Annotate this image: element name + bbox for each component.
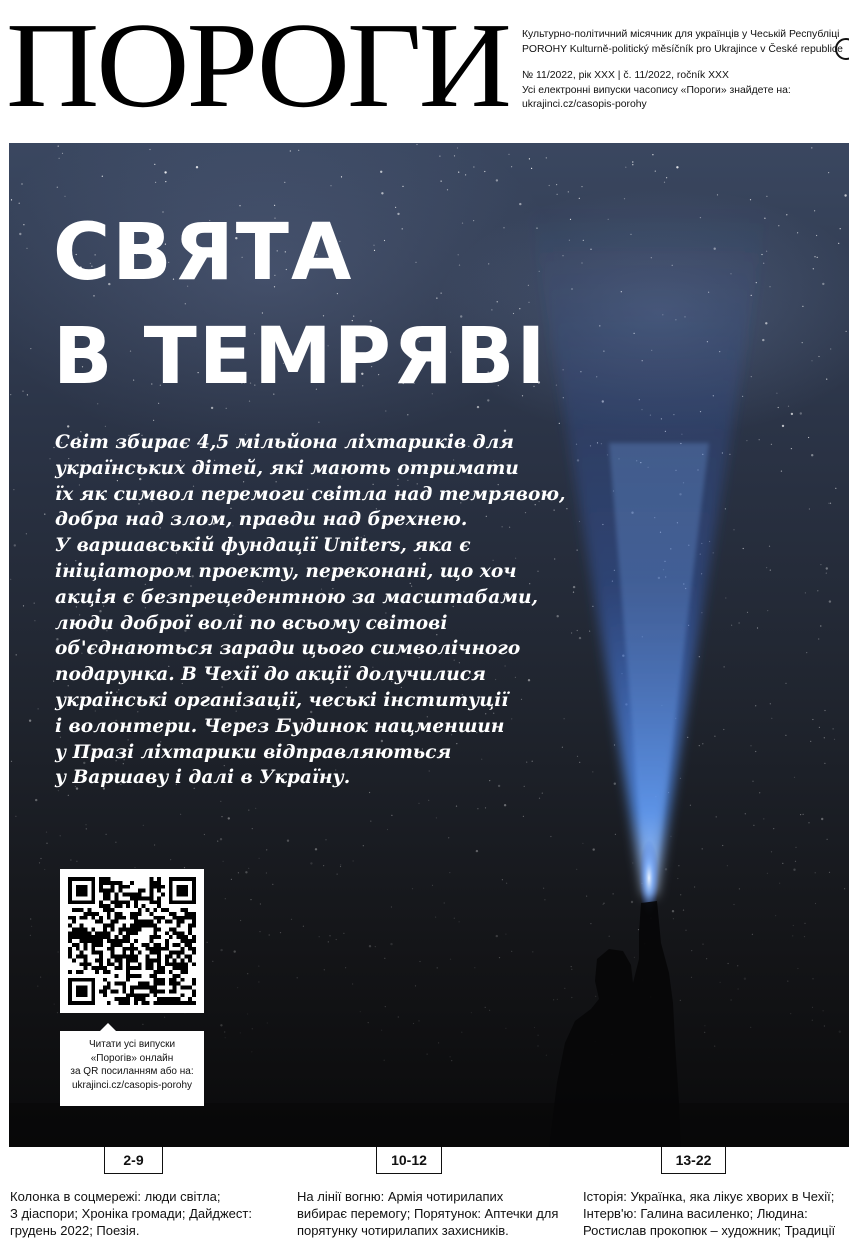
section-summary [583, 1188, 849, 1239]
summary-line: Історія: Українка, яка лікує хворих в Чехії; [583, 1189, 835, 1204]
issue-number: № 11/2022, рік XXX | č. 11/2022, ročník XXX [522, 70, 729, 81]
lead-line: Світ збирає 4,5 мільйона ліхтариків для [55, 432, 514, 453]
section-summary [10, 1188, 280, 1239]
lead-line: подарунка. В Чехії до акції долучилися [55, 664, 486, 686]
summary-line: Інтерв'ю: Галина василенко; Людина: [583, 1206, 808, 1221]
cover-headline [53, 201, 613, 409]
qr-caption-line: «Порогів» онлайн [90, 1052, 174, 1064]
qr-code-icon [68, 877, 196, 1005]
lead-line: акція є безпрецедентною за масштабами, [55, 586, 538, 608]
logo: ПОРОГИ [6, 0, 509, 133]
qr-caption-url[interactable]: ukrajinci.cz/casopis-porohy [71, 1079, 193, 1091]
page-range-badge: 2-9 [104, 1147, 163, 1174]
lead-line: у Празі ліхтарики відправляються [55, 741, 452, 763]
cover-photo [9, 143, 849, 1147]
tagline-cz: POROHY Kulturně-politický měsíčník pro Ukrajince v České republice [522, 43, 843, 55]
summary-line: З діаспори; Хроніка громади; Дайджест: [10, 1206, 252, 1221]
lead-line: у Варшаву і далі в Україну. [55, 767, 351, 789]
lead-line: люди доброї волі по всьому світові [55, 612, 448, 634]
masthead [0, 0, 849, 140]
globe-icon [835, 38, 849, 60]
qr-caption-line: за QR посиланням або на: [70, 1066, 194, 1077]
summary-line: порятунку чотирилапих захисників. [297, 1223, 509, 1238]
lead-line: об'єднаються заради цього символічного [55, 638, 521, 660]
lead-line: і волонтери. Через Будинок нацменшин [55, 715, 505, 737]
summary-line: Ростислав прокопюк – художник; Традиції [583, 1223, 836, 1238]
summary-line: грудень 2022; Поезія. [10, 1223, 140, 1238]
cover-lead [55, 430, 566, 791]
qr-caption-line: Читати усі випуски [88, 1039, 176, 1050]
lead-line: У варшавській фундації Uniters, яка є [55, 535, 471, 557]
lead-line: українських дітей, які мають отримати [55, 457, 519, 479]
headline-line: В ТЕМРЯВІ [53, 312, 548, 402]
summary-line: Колонка в соцмережі: люди світла; [10, 1189, 221, 1204]
online-note: Усі електронні випуски часопису «Пороги» знайдете на: [522, 84, 791, 96]
lead-line: їх як символ перемоги світла над темрявою, [55, 483, 566, 505]
lead-line: ініціатором проекту, переконані, що хоч [55, 560, 517, 582]
website-link[interactable]: ukrajinci.cz/casopis-porohy [522, 99, 647, 110]
section-summary [297, 1188, 567, 1239]
headline-line: СВЯТА [53, 208, 354, 298]
masthead-meta [522, 28, 849, 113]
summary-line: вибирає перемогу; Порятунок: Аптечки для [297, 1206, 559, 1221]
tagline-ua: Культурно-політичний місячник для українців у Чеській Республіці [522, 29, 840, 40]
qr-code[interactable] [60, 869, 204, 1013]
lead-line: українські організації, чеські інституції [55, 689, 509, 711]
page-range-badge: 13-22 [661, 1147, 726, 1174]
page-range-badge: 10-12 [376, 1147, 442, 1174]
lead-line: добра над злом, правди над брехнею. [55, 509, 468, 531]
summary-line: На лінії вогню: Армія чотирилапих [297, 1189, 504, 1204]
qr-caption [60, 1031, 204, 1106]
